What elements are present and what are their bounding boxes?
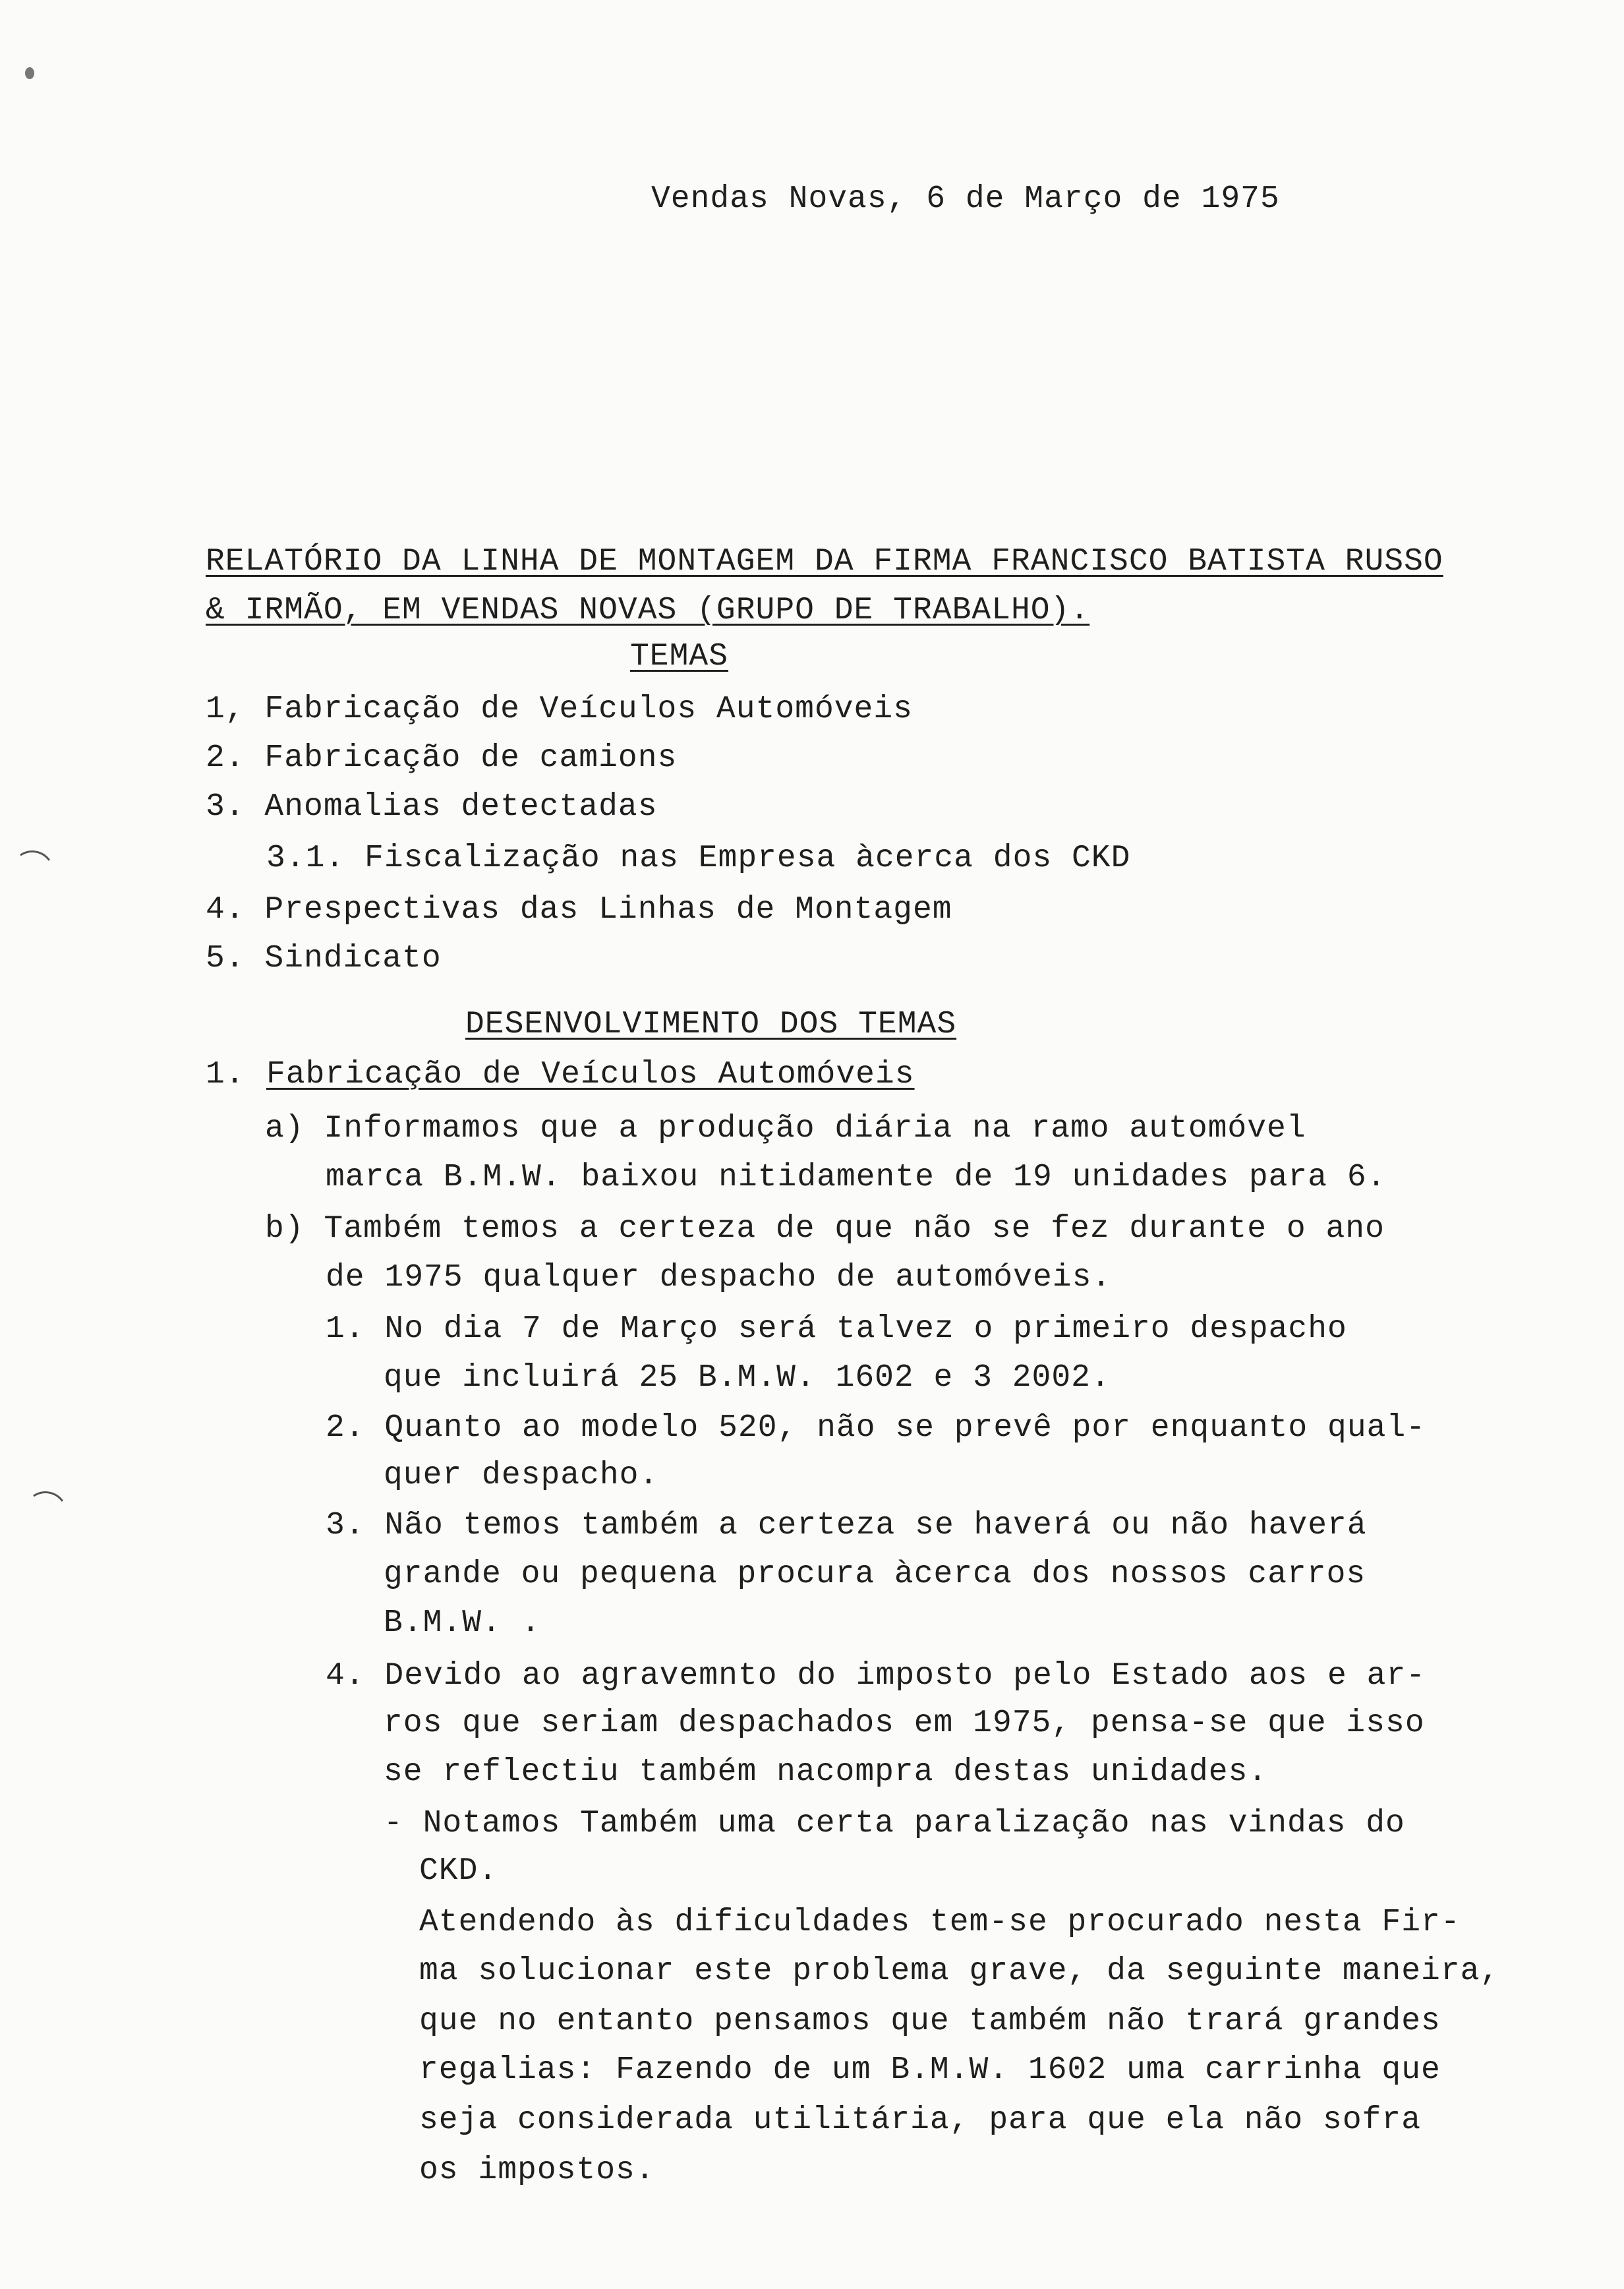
punch-mark-top xyxy=(7,847,57,897)
subitem-1-line-1: 1. No dia 7 de Março será talvez o primeiro despacho xyxy=(326,1311,1347,1347)
note-line-2: CKD. xyxy=(419,1853,498,1889)
section-1-title: Fabricação de Veículos Automóveis xyxy=(266,1057,915,1092)
item-a-line-1: a) Informamos que a produção diária na ramo automóvel xyxy=(265,1111,1306,1146)
subitem-3-line-3: B.M.W. . xyxy=(384,1605,541,1641)
item-b-line-2: de 1975 qualquer despacho de automóveis. xyxy=(326,1260,1112,1295)
paragraph-line-1: Atendendo às dificuldades tem-se procurado nesta Fir- xyxy=(419,1905,1461,1940)
paragraph-line-4: regalias: Fazendo de um B.M.W. 1602 uma carrinha que xyxy=(419,2052,1441,2088)
subitem-1-line-2: que incluirá 25 B.M.W. 1602 e 3 2002. xyxy=(384,1360,1111,1396)
paragraph-line-6: os impostos. xyxy=(419,2153,655,2188)
tema-4: 4. Prespectivas das Linhas de Montagem xyxy=(206,892,952,928)
note-line-1: - Notamos Também uma certa paralização nas vindas do xyxy=(384,1806,1405,1841)
paragraph-line-3: que no entanto pensamos que também não trará grandes xyxy=(419,2004,1441,2039)
punch-mark-bottom xyxy=(20,1488,71,1538)
tema-3-1: 3.1. Fiscalização nas Empresa àcerca dos CKD xyxy=(266,841,1131,876)
date-line: Vendas Novas, 6 de Março de 1975 xyxy=(651,181,1280,217)
report-title-line-2: & IRMÃO, EM VENDAS NOVAS (GRUPO DE TRABALHO). xyxy=(206,593,1090,628)
desenvolvimento-heading: DESENVOLVIMENTO DOS TEMAS xyxy=(465,1007,957,1042)
paragraph-line-2: ma solucionar este problema grave, da seguinte maneira, xyxy=(419,1953,1500,1989)
subitem-2-line-1: 2. Quanto ao modelo 520, não se prevê por enquanto qual- xyxy=(326,1410,1426,1446)
paragraph-line-5: seja considerada utilitária, para que ela não sofra xyxy=(419,2102,1422,2138)
temas-heading: TEMAS xyxy=(630,639,729,674)
tema-1: 1, Fabricação de Veículos Automóveis xyxy=(206,692,913,727)
subitem-2-line-2: quer despacho. xyxy=(384,1458,659,1493)
item-a-line-2: marca B.M.W. baixou nitidamente de 19 unidades para 6. xyxy=(326,1160,1387,1195)
subitem-4-line-1: 4. Devido ao agravemnto do imposto pelo Estado aos e ar- xyxy=(326,1658,1426,1694)
tema-2: 2. Fabricação de camions xyxy=(206,740,678,776)
subitem-3-line-1: 3. Não temos também a certeza se haverá ou não haverá xyxy=(326,1508,1367,1543)
subitem-4-line-3: se reflectiu também nacompra destas unidades. xyxy=(384,1754,1268,1790)
tema-5: 5. Sindicato xyxy=(206,941,442,976)
report-title-line-1: RELATÓRIO DA LINHA DE MONTAGEM DA FIRMA FRANCISCO BATISTA RUSSO xyxy=(206,544,1443,580)
subitem-3-line-2: grande ou pequena procura àcerca dos nossos carros xyxy=(384,1557,1366,1592)
subitem-4-line-2: ros que seriam despachados em 1975, pensa-se que isso xyxy=(384,1706,1425,1741)
tema-3: 3. Anomalias detectadas xyxy=(206,789,658,825)
item-b-line-1: b) Também temos a certeza de que não se fez durante o ano xyxy=(265,1211,1385,1247)
speck xyxy=(25,67,34,79)
section-1-number: 1. xyxy=(206,1057,245,1092)
